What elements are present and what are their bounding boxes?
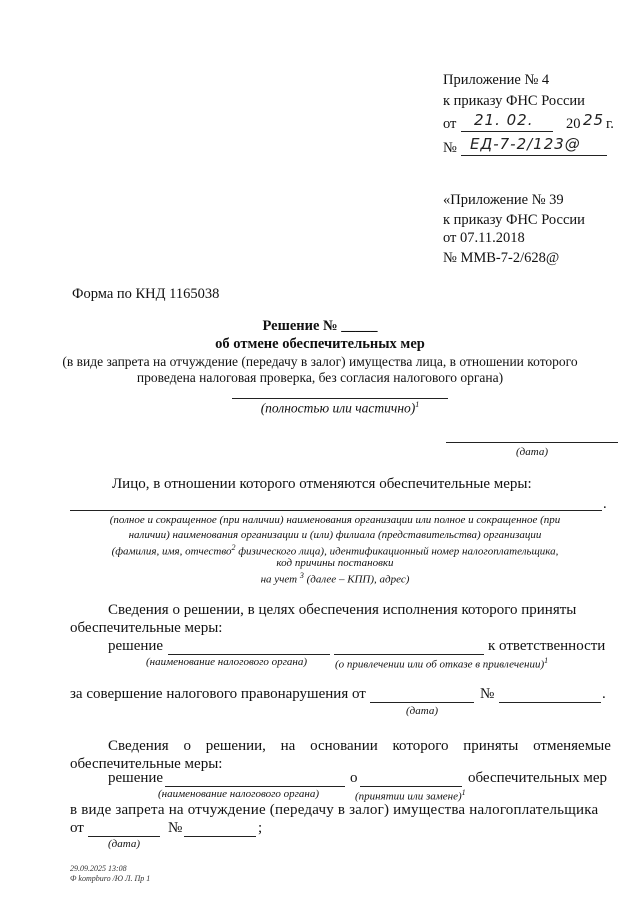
person-hint-1: (полное и сокращенное (при наличии) наименования организации или полное и сокращенное (при: [109, 514, 561, 526]
section1-line1: Сведения о решении, в целях обеспечения исполнения которого приняты: [108, 602, 577, 618]
old-appendix-label: «Приложение № 39: [443, 192, 564, 208]
print-stamp-time: 29.09.2025 13:08: [70, 864, 127, 873]
appendix-label: Приложение № 4: [443, 72, 550, 88]
section2-hint-accept: (принятии или замене)$^1$: [355, 788, 466, 803]
section2-number-sign: №: [168, 820, 183, 836]
order-date-prefix: от: [443, 116, 457, 132]
order-number-handwritten: ЕД-7-2/123@: [470, 135, 581, 153]
person-line-end: .: [603, 496, 607, 512]
decision-subtitle-1: (в виде запрета на отчуждение (передачу в залог) имущества лица, в отношении которого: [62, 354, 578, 369]
section1-offense: за совершение налогового правонарушения от: [70, 686, 366, 702]
old-order-label: к приказу ФНС России: [443, 212, 585, 228]
section2-about: о: [350, 770, 358, 786]
decision-subject: об отмене обеспечительных мер: [215, 336, 425, 352]
section2-semicolon: ;: [258, 820, 263, 836]
section2-measures: обеспечительных мер: [468, 770, 608, 786]
section2-ban: в виде запрета на отчуждение (передачу в залог) имущества налогоплательщика: [70, 802, 599, 818]
section1-decision: решение: [108, 638, 164, 654]
old-order-date: от 07.11.2018: [443, 230, 525, 246]
form-code: Форма по КНД 1165038: [72, 286, 220, 302]
decision-title: Решение № _____: [262, 318, 378, 334]
section1-period: .: [602, 686, 606, 702]
section1-responsibility: к ответственности: [488, 638, 606, 654]
section2-line2: обеспечительные меры:: [70, 756, 223, 772]
order-date-handwritten: 21. 02.: [474, 111, 534, 129]
order-label: к приказу ФНС России: [443, 93, 585, 109]
section2-from: от: [70, 820, 84, 836]
section2-hint-organ: (наименование налогового органа): [158, 788, 320, 800]
section1-date-hint: (дата): [406, 705, 438, 717]
person-hint-4: код причины постановки: [276, 557, 394, 569]
date-hint: (дата): [516, 446, 548, 458]
order-year-suffix: г.: [606, 116, 614, 132]
person-hint-5: на учет $^3$ (далее – КПП), адрес): [260, 571, 410, 586]
order-year-handwritten: 25: [583, 111, 605, 129]
section1-hint-bring: (о привлечении или об отказе в привлечении)$^1$: [335, 656, 549, 671]
section1-line2: обеспечительные меры:: [70, 620, 223, 636]
old-order-number: № ММВ-7-2/628@: [443, 250, 560, 266]
print-stamp-user: Ф kompburo /Ю Л. Пр 1: [70, 874, 151, 883]
section2-line1: Сведения о решении, на основании которого приняты отменяемые: [108, 738, 611, 754]
section2-date-hint: (дата): [108, 838, 140, 850]
person-hint-2: наличии) наименования организации и (или) филиала (представительства) организации: [128, 529, 542, 541]
order-number-prefix: №: [443, 140, 457, 156]
person-hint-3: (фамилия, имя, отчество$^2$ физического лица), идентификационный номер налогоплательщика,: [111, 543, 559, 558]
section2-decision: решение: [108, 770, 164, 786]
scope-hint: (полностью или частично)$^1$: [260, 400, 420, 416]
section1-number-sign: №: [480, 686, 495, 702]
section1-hint-organ: (наименование налогового органа): [146, 656, 308, 668]
decision-subtitle-2: проведена налоговая проверка, без согласия налогового органа): [136, 370, 504, 385]
person-label: Лицо, в отношении которого отменяются обеспечительные меры:: [112, 476, 532, 492]
order-year-prefix: 20: [566, 116, 581, 132]
